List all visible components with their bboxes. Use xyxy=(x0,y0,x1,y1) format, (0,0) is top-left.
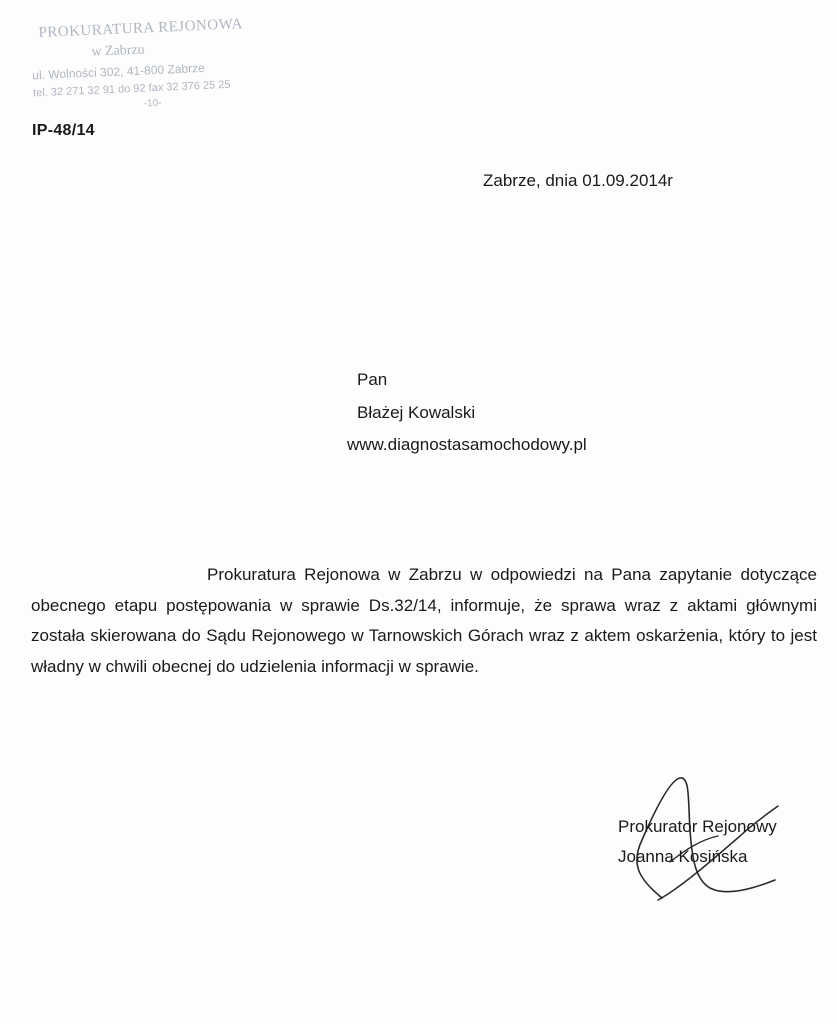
reference-number: IP-48/14 xyxy=(32,122,95,139)
stamp-phone-fax: tel. 32 271 32 91 do 92 fax 32 376 25 25 xyxy=(32,78,231,100)
addressee-website: www.diagnostasamochodowy.pl xyxy=(347,435,587,454)
stamp-number: -10- xyxy=(143,97,162,110)
addressee-salutation: Pan xyxy=(357,370,388,389)
stamp-office-name: PROKURATURA REJONOWA xyxy=(38,16,244,42)
signatory-name: Joanna Kosińska xyxy=(618,847,748,866)
letter-body: Prokuratura Rejonowa w Zabrzu w odpowiedzi na Pana zapytanie dotyczące obecnego etapu postępowania w sprawie Ds.32/14, informuje, że sprawa wraz z aktami głównymi została skierowana do Sądu Rejonowego w Tarnowskich Górach wraz z aktem oskarżenia, który to jest władny w chwili obecnej do udzielenia informacji w sprawie. xyxy=(31,565,817,676)
date-line: Zabrze, dnia 01.09.2014r xyxy=(483,171,673,190)
signatory-title: Prokurator Rejonowy xyxy=(618,817,777,836)
addressee-name: Błażej Kowalski xyxy=(357,403,476,422)
stamp-city: w Zabrzu xyxy=(91,42,145,60)
stamp-address: ul. Wolności 302, 41-800 Zabrze xyxy=(32,60,206,83)
signature-block xyxy=(618,812,777,872)
office-stamp xyxy=(28,9,282,120)
